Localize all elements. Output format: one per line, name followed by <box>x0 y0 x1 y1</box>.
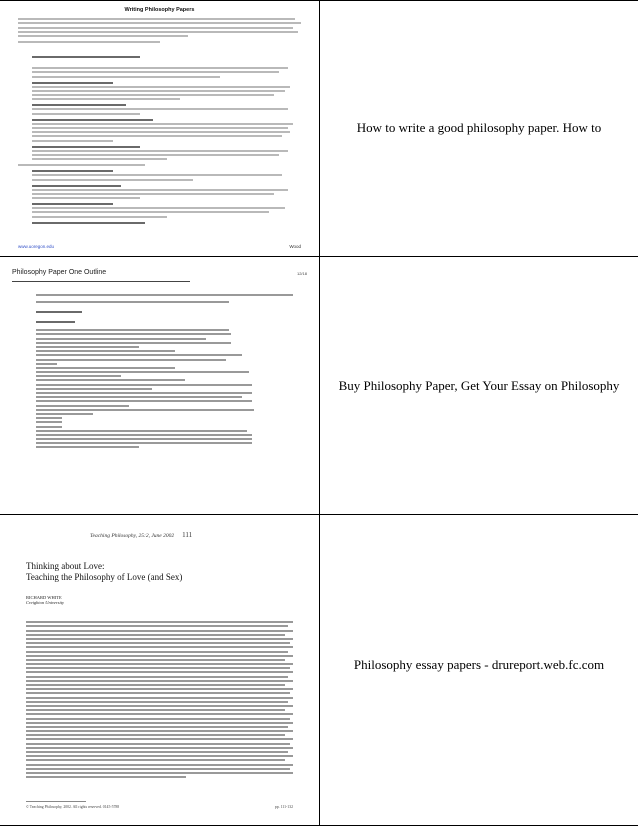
result-2-thumbnail[interactable] <box>6 263 313 511</box>
article-affiliation: Creighton University <box>26 600 64 605</box>
article-author: RICHARD WHITE <box>26 595 62 600</box>
thumbnail-page-number: 12/18 <box>296 271 307 276</box>
result-2-caption[interactable]: Buy Philosophy Paper, Get Your Essay on Philosophy <box>338 378 620 393</box>
result-1-thumbnail[interactable] <box>6 5 313 252</box>
result-1-caption[interactable]: How to write a good philosophy paper. How to <box>356 120 602 135</box>
thumbnail-title: Writing Philosophy Papers <box>124 7 195 13</box>
result-3[interactable] <box>0 515 319 825</box>
thumbnail-page-number: 111 <box>182 531 193 539</box>
result-3-thumbnail[interactable] <box>6 519 313 821</box>
copyright-footer: © Teaching Philosophy, 2002. All rights reserved. 0145-5788 <box>26 805 120 809</box>
result-2[interactable] <box>0 257 319 514</box>
result-1[interactable] <box>0 1 319 256</box>
article-title-line-1: Thinking about Love: <box>26 561 105 571</box>
page-range-footer: pp. 111-132 <box>274 805 293 809</box>
result-3-caption[interactable]: Philosophy essay papers - drureport.web.fc.com <box>353 657 605 672</box>
thumbnail-title: Philosophy Paper One Outline <box>12 269 107 276</box>
journal-header: Teaching Philosophy, 25:2, June 2002 <box>90 533 175 539</box>
article-title-line-2: Teaching the Philosophy of Love (and Sex) <box>26 572 183 582</box>
thumbnail-footer-right: Wood <box>289 244 301 249</box>
thumbnail-footer-link: www.uoregon.edu <box>18 244 55 249</box>
